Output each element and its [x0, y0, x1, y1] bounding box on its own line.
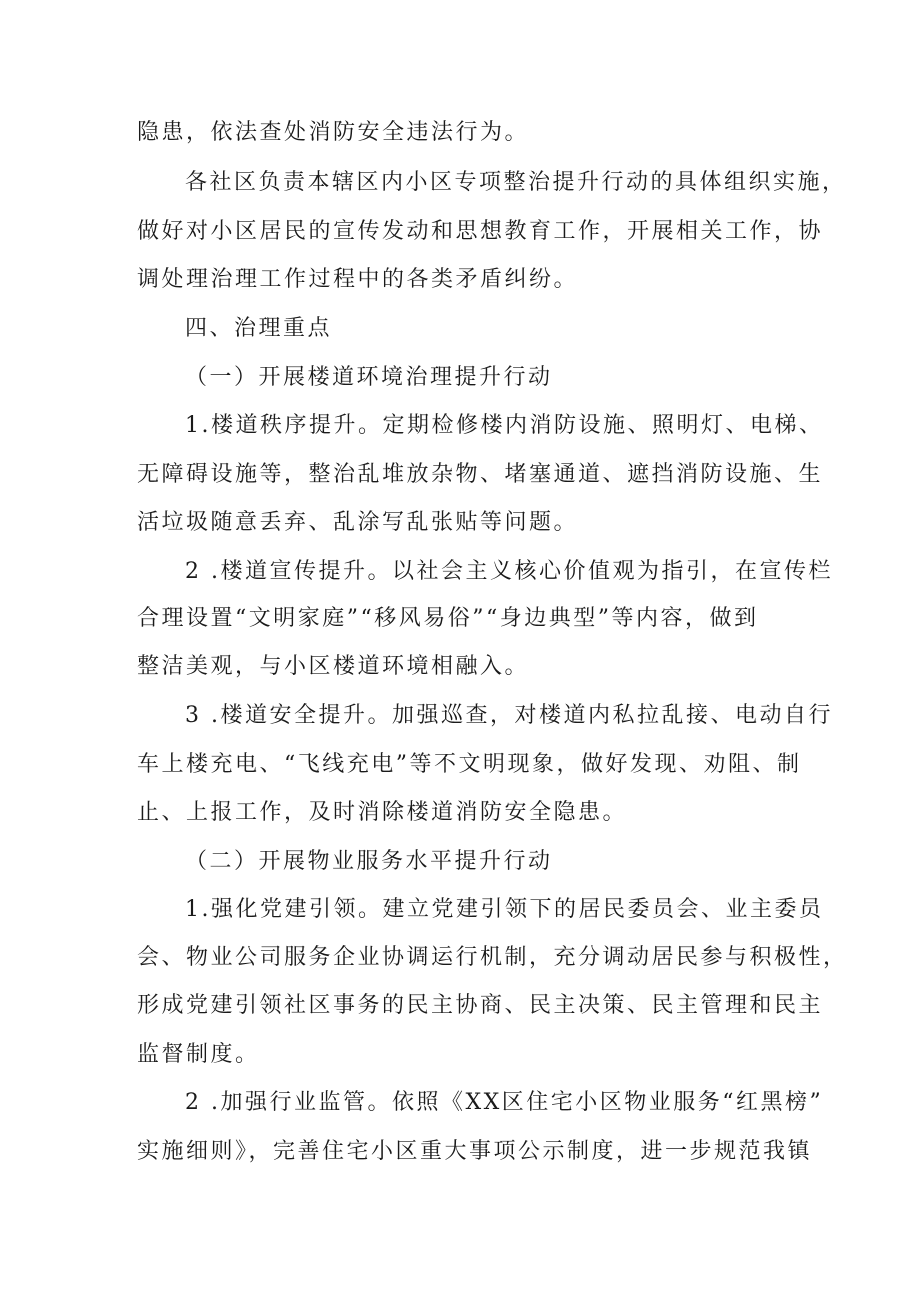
text-line: 隐患，依法查处消防安全违法行为。 — [137, 120, 530, 145]
text-line: 整洁美观，与小区楼道环境相融入。 — [137, 654, 530, 679]
text-line: 做好对小区居民的宣传发动和思想教育工作，开展相关工作，协 — [137, 219, 824, 244]
section-heading: 四、治理重点 — [185, 316, 333, 341]
text-line: 2 .加强行业监管。依照《XX区住宅小区物业服务“红黑榜” — [185, 1090, 824, 1115]
text-line: 各社区负责本辖区内小区专项整治提升行动的具体组织实施， — [185, 170, 847, 195]
subsection-heading: （一）开展楼道环境治理提升行动 — [185, 365, 553, 390]
text-line: 调处理治理工作过程中的各类矛盾纠纷。 — [137, 267, 579, 292]
subsection-heading: （二）开展物业服务水平提升行动 — [185, 849, 553, 874]
text-line: 无障碍设施等，整治乱堆放杂物、堵塞通道、遮挡消防设施、生 — [137, 462, 824, 487]
text-line: 合理设置“文明家庭”“移风易俗”“身边典型”等内容，做到 — [137, 606, 759, 631]
text-line: 形成党建引领社区事务的民主协商、民主决策、民主管理和民主 — [137, 993, 824, 1018]
text-line: 止、上报工作，及时消除楼道消防安全隐患。 — [137, 800, 628, 825]
text-line: 车上楼充电、“飞线充电”等不文明现象，做好发现、劝阻、制 — [137, 752, 802, 777]
text-line: 3 .楼道安全提升。加强巡查，对楼道内私拉乱接、电动自行 — [185, 703, 833, 728]
text-line: 活垃圾随意丢弃、乱涂写乱张贴等问题。 — [137, 510, 579, 535]
text-line: 会、物业公司服务企业协调运行机制，充分调动居民参与积极性， — [137, 945, 848, 970]
text-line: 实施细则》，完善住宅小区重大事项公示制度，进一步规范我镇 — [137, 1139, 813, 1164]
text-line: 1.楼道秩序提升。定期检修楼内消防设施、照明灯、电梯、 — [185, 413, 824, 438]
text-line: 1.强化党建引领。建立党建引领下的居民委员会、业主委员 — [185, 897, 824, 922]
text-line: 2 .楼道宣传提升。以社会主义核心价值观为指引，在宣传栏 — [185, 559, 833, 584]
text-line: 监督制度。 — [137, 1042, 260, 1067]
